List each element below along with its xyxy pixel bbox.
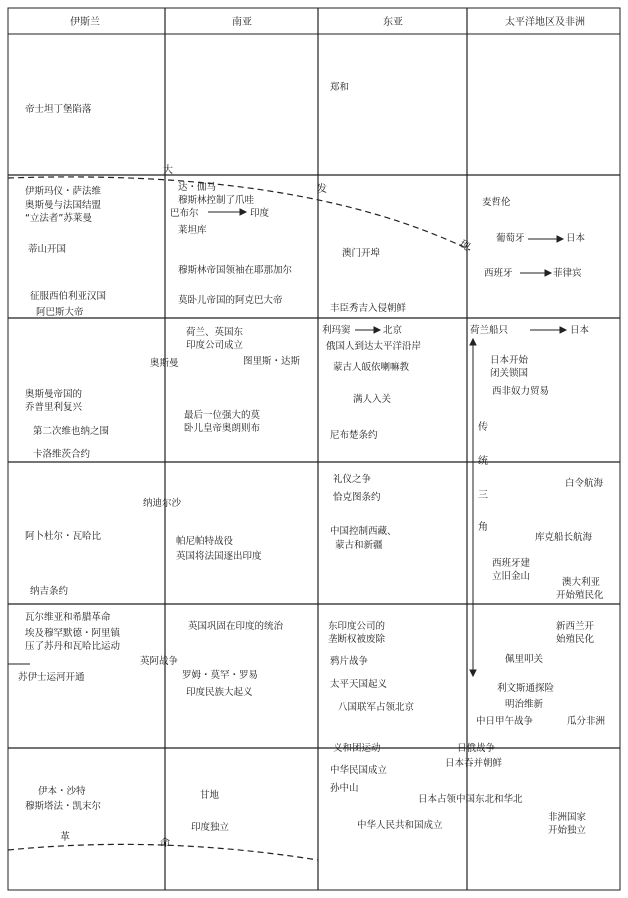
event-ram-mohan-roy: 罗姆・莫罕・罗易 — [182, 670, 259, 681]
event-eic-2: 垄断权被废除 — [328, 634, 386, 645]
event-suez: 苏伊士运河开通 — [18, 672, 85, 683]
curve-label-5: 命 — [160, 838, 170, 849]
event-sakoku-1: 日本开始 — [490, 355, 529, 366]
event-ottoman-france: 奥斯曼与法国结盟 — [25, 200, 102, 211]
event-beijing: 北京 — [383, 325, 403, 336]
event-ataturk: 穆斯塔法・凯末尔 — [25, 801, 102, 812]
event-rites: 礼仪之争 — [333, 474, 372, 485]
event-vijayanagar: 穆斯林帝国领袖在耶那加尔 — [178, 265, 293, 276]
header-south-asia: 南亚 — [232, 17, 252, 28]
arrow-babur-india — [208, 209, 246, 215]
curve-label-1: 大 — [163, 165, 173, 176]
event-indian-independence: 印度独立 — [191, 822, 230, 833]
event-korea-annex: 日本吞并朝鲜 — [445, 758, 503, 769]
event-karlowitz: 卡洛维茨合约 — [33, 449, 91, 460]
event-nerchinsk: 尼布楚条约 — [330, 430, 378, 441]
event-australia-2: 开始殖民化 — [556, 590, 604, 601]
event-serbia-greece: 瓦尔维亚和希腊革命 — [25, 612, 111, 623]
event-australia-1: 澳大利亚 — [562, 577, 601, 588]
event-philippines: 菲律宾 — [553, 268, 582, 279]
event-aurangzeb-1: 最后一位强大的莫 — [184, 410, 261, 421]
event-tibet-1: 中国控制西藏、 — [330, 526, 397, 537]
event-new-zealand-2: 始殖民化 — [556, 634, 595, 645]
event-da-gama: 达・伽马 — [178, 182, 217, 193]
event-manchu: 满人入关 — [353, 394, 392, 405]
arrow-ricci-beijing — [355, 327, 380, 333]
event-panipat: 帕尼帕特战役 — [176, 536, 234, 547]
event-sepoy-mutiny: 印度民族大起义 — [186, 687, 253, 698]
event-japan-2: 日本 — [570, 325, 590, 336]
arrow-spain-philippines — [520, 270, 551, 276]
event-meiji: 明治维新 — [505, 699, 544, 710]
arrow-portugal-japan — [528, 236, 563, 242]
event-british-rule: 英国巩固在印度的统治 — [188, 621, 284, 632]
event-dutch-ships: 荷兰船只 — [470, 325, 509, 336]
event-founding: 蒂山开国 — [28, 244, 67, 255]
event-eic-1: 东印度公司的 — [328, 621, 386, 632]
event-magellan: 麦哲伦 — [482, 197, 511, 208]
event-mongol-lamaism: 蒙古人皈依喇嘛教 — [333, 362, 410, 373]
event-ottoman-revival-1: 奥斯曼帝国的 — [25, 389, 83, 400]
event-siberia: 征服西伯利亚汉国 — [30, 291, 107, 302]
event-kyakhta: 恰克图条约 — [333, 492, 381, 503]
event-babur: 巴布尔 — [170, 208, 199, 219]
label-triangle-4: 角 — [478, 522, 488, 533]
event-macao: 澳门开埠 — [342, 248, 381, 259]
event-vienna: 第二次维也纳之围 — [33, 426, 110, 437]
event-abbas: 阿巴斯大帝 — [36, 307, 84, 318]
event-new-zealand-1: 新西兰开 — [556, 621, 595, 632]
event-treaty: 纳吉条约 — [30, 586, 69, 597]
event-sakoku-2: 闭关锁国 — [490, 368, 529, 379]
event-bering: 白令航海 — [565, 478, 604, 489]
event-laitanku: 莱坦库 — [178, 225, 207, 236]
event-muhammad-ali-1: 埃及穆罕默德・阿里镇 — [25, 628, 121, 639]
label-anglo-afghan: 英阿战争 — [140, 656, 179, 667]
event-ottoman-revival-2: 乔普里利复兴 — [25, 402, 83, 413]
event-tulsidas: 图里斯・达斯 — [243, 356, 301, 367]
label-triangle-2: 统 — [478, 456, 488, 467]
event-british-expel: 英国将法国逐出印度 — [176, 551, 262, 562]
event-japan-1: 日本 — [566, 233, 586, 244]
event-suleiman: “立法者”苏莱曼 — [25, 213, 92, 224]
event-company-2: 印度公司成立 — [186, 340, 244, 351]
event-san-francisco-2: 立旧金山 — [492, 571, 531, 582]
event-company-1: 荷兰、英国东 — [186, 327, 244, 338]
event-opium-war: 鸦片战争 — [330, 656, 369, 667]
event-india: 印度 — [250, 208, 270, 219]
event-japan-occupy: 日本占领中国东北和华北 — [418, 794, 523, 805]
event-african-states-2: 开始独立 — [548, 825, 587, 836]
event-akbar: 莫卧儿帝国的阿克巴大帝 — [178, 295, 283, 306]
header-pacific-africa: 太平洋地区及非洲 — [505, 17, 585, 28]
label-nadir-shah: 纳迪尔沙 — [143, 498, 182, 509]
event-ismail-safavi: 伊斯玛仪・萨法维 — [25, 186, 102, 197]
curve-label-2: 发 — [317, 184, 327, 195]
event-scramble-africa: 瓜分非洲 — [567, 716, 606, 727]
event-taiping: 太平天国起义 — [330, 679, 388, 690]
event-african-states-1: 非洲国家 — [548, 812, 587, 823]
header-east-asia: 东亚 — [383, 17, 403, 28]
event-perry: 佩里叩关 — [505, 654, 544, 665]
event-constantinople: 帝士坦丁堡陷落 — [25, 104, 92, 115]
event-slave-trade: 西非奴力贸易 — [492, 386, 550, 397]
event-sun-yat-sen: 孙中山 — [330, 783, 359, 794]
event-san-francisco-1: 西班牙建 — [492, 558, 531, 569]
event-boxer: 义和团运动 — [333, 743, 381, 754]
event-cook: 库克船长航海 — [535, 532, 593, 543]
event-zheng-he: 郑和 — [330, 82, 350, 93]
event-livingstone: 利文斯通探险 — [497, 683, 555, 694]
event-russia-pacific: 俄国人到达太平洋沿岸 — [326, 341, 422, 352]
event-spain: 西班牙 — [484, 268, 513, 279]
label-triangle-3: 三 — [478, 490, 488, 501]
event-roc: 中华民国成立 — [330, 765, 388, 776]
event-eight-nation: 八国联军占领北京 — [338, 702, 415, 713]
event-java: 穆斯林控制了爪哇 — [178, 195, 255, 206]
event-ibn-saud: 伊本・沙特 — [38, 786, 86, 797]
label-triangle-1: 传 — [478, 422, 488, 433]
event-russo-japanese: 日俄战争 — [457, 743, 496, 754]
event-portugal: 葡萄牙 — [496, 233, 525, 244]
arrow-dutch-japan — [530, 327, 566, 333]
event-wahhab: 阿卜杜尔・瓦哈比 — [25, 531, 102, 542]
event-sino-japanese: 中日甲午战争 — [476, 716, 534, 727]
arrow-triangle-trade — [470, 339, 476, 676]
event-aurangzeb-2: 卧儿皇帝奥朗则布 — [184, 423, 261, 434]
event-prc: 中华人民共和国成立 — [357, 820, 443, 831]
event-gandhi: 甘地 — [200, 790, 220, 801]
header-islam: 伊斯兰 — [70, 17, 100, 28]
frame — [8, 8, 620, 890]
label-ottoman-center: 奥斯曼 — [150, 358, 179, 369]
event-ricci: 利玛窦 — [322, 325, 351, 336]
curve-label-3: 现 — [457, 238, 472, 253]
curve-label-4: 革 — [60, 832, 70, 843]
event-hideyoshi: 丰臣秀吉入侵朝鲜 — [330, 303, 407, 314]
event-muhammad-ali-2: 压了苏丹和瓦哈比运动 — [25, 641, 121, 652]
event-tibet-2: 蒙古和新疆 — [335, 540, 383, 551]
